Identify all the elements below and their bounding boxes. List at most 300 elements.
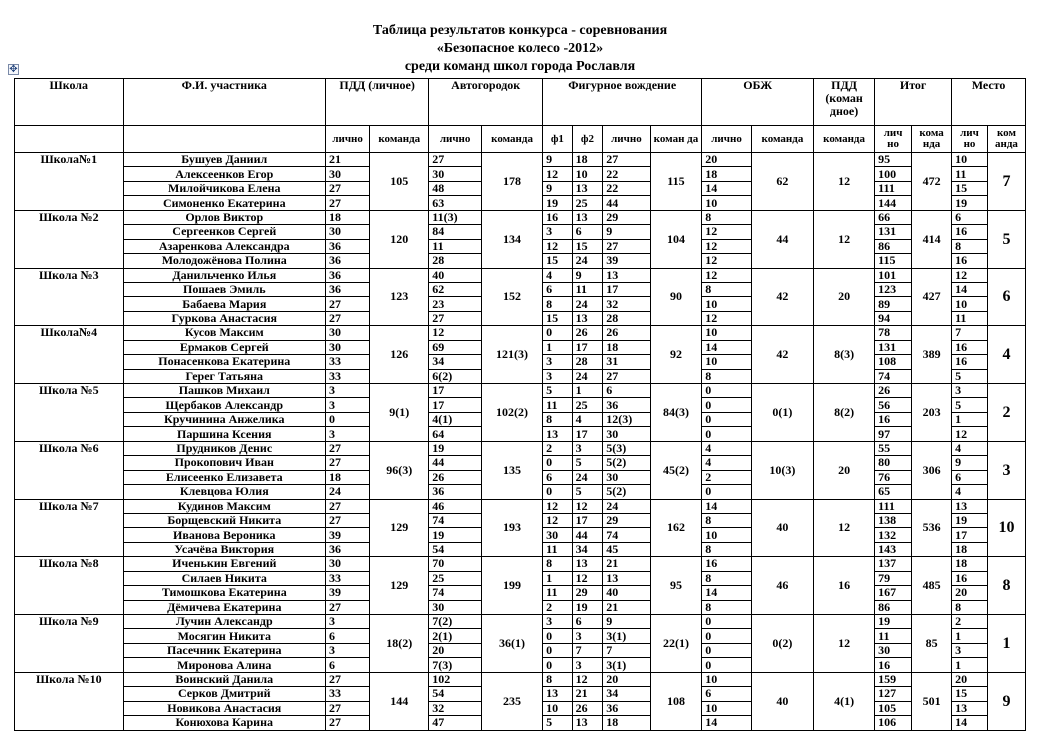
pdd-personal: 30 (325, 340, 369, 354)
itog-team: 472 (912, 153, 952, 211)
autogorodok-personal: 7(3) (429, 658, 482, 672)
obzh-personal: 0 (702, 643, 752, 657)
figure-f1: 2 (543, 600, 573, 614)
figure-personal: 27 (603, 369, 650, 383)
figure-personal: 5(2) (603, 485, 650, 499)
place-personal: 11 (952, 167, 988, 181)
figure-team: 90 (650, 268, 702, 326)
itog-personal: 80 (875, 456, 912, 470)
figure-f2: 24 (572, 470, 603, 484)
figure-personal: 7 (603, 643, 650, 657)
figure-f2: 13 (572, 311, 603, 325)
place-personal: 13 (952, 701, 988, 715)
place-personal: 9 (952, 456, 988, 470)
pdd-team-score: 12 (814, 153, 875, 211)
obzh-personal: 10 (702, 701, 752, 715)
obzh-personal: 8 (702, 369, 752, 383)
autogorodok-personal: 44 (429, 456, 482, 470)
place-personal: 11 (952, 311, 988, 325)
figure-f1: 12 (543, 239, 573, 253)
autogorodok-personal: 30 (429, 600, 482, 614)
itog-personal: 74 (875, 369, 912, 383)
figure-personal: 3(1) (603, 629, 650, 643)
pdd-team: 120 (370, 210, 429, 268)
obzh-personal: 8 (702, 513, 752, 527)
pdd-team: 126 (370, 326, 429, 384)
itog-personal: 127 (875, 687, 912, 701)
figure-f1: 6 (543, 282, 573, 296)
table-row (15, 268, 1026, 282)
autogorodok-personal: 40 (429, 268, 482, 282)
autogorodok-personal: 46 (429, 499, 482, 513)
obzh-personal: 10 (702, 528, 752, 542)
itog-personal: 101 (875, 268, 912, 282)
place-personal: 3 (952, 384, 988, 398)
obzh-personal: 4 (702, 441, 752, 455)
figure-team: 22(1) (650, 615, 702, 673)
figure-f1: 0 (543, 658, 573, 672)
document-title-line2: «Безопасное колесо -2012» (436, 41, 604, 56)
pdd-personal: 0 (325, 412, 369, 426)
subheader-obzh-komanda: команда (751, 126, 813, 153)
autogorodok-personal: 30 (429, 167, 482, 181)
figure-personal: 26 (603, 326, 650, 340)
autogorodok-personal: 23 (429, 297, 482, 311)
itog-personal: 94 (875, 311, 912, 325)
obzh-personal: 8 (702, 210, 752, 224)
autogorodok-personal: 47 (429, 716, 482, 730)
figure-personal: 36 (603, 398, 650, 412)
obzh-personal: 12 (702, 254, 752, 268)
itog-personal: 79 (875, 571, 912, 585)
itog-personal: 76 (875, 470, 912, 484)
pdd-team-score: 12 (814, 210, 875, 268)
results-table (14, 78, 1026, 731)
figure-personal: 45 (603, 542, 650, 556)
pdd-personal: 39 (325, 586, 369, 600)
figure-f1: 0 (543, 326, 573, 340)
pdd-personal: 30 (325, 167, 369, 181)
itog-personal: 131 (875, 225, 912, 239)
header-mesto: Место (952, 79, 1026, 126)
place-personal: 8 (952, 239, 988, 253)
itog-personal: 86 (875, 239, 912, 253)
itog-personal: 97 (875, 427, 912, 441)
obzh-team: 42 (751, 326, 813, 384)
obzh-personal: 14 (702, 181, 752, 195)
autogorodok-personal: 27 (429, 153, 482, 167)
autogorodok-personal: 7(2) (429, 615, 482, 629)
place-personal: 16 (952, 225, 988, 239)
obzh-team: 0(2) (751, 615, 813, 673)
subheader-mesto-lichno: лич но (952, 126, 988, 153)
participant-name: Серков Дмитрий (123, 687, 325, 701)
participant-name: Усачёва Виктория (123, 542, 325, 556)
figure-personal: 17 (603, 282, 650, 296)
obzh-personal: 8 (702, 282, 752, 296)
participant-name: Иченькин Евгений (123, 557, 325, 571)
pdd-personal: 6 (325, 658, 369, 672)
obzh-personal: 0 (702, 485, 752, 499)
figure-f2: 13 (572, 181, 603, 195)
figure-f1: 2 (543, 441, 573, 455)
header-figurnoe: Фигурное вождение (543, 79, 702, 126)
participant-name: Тимошкова Екатерина (123, 586, 325, 600)
figure-personal: 9 (603, 225, 650, 239)
figure-personal: 29 (603, 210, 650, 224)
header-pdd-team: ПДД (коман дное) (814, 79, 875, 126)
figure-personal: 40 (603, 586, 650, 600)
figure-personal: 5(3) (603, 441, 650, 455)
table-row (15, 615, 1026, 629)
itog-personal: 111 (875, 181, 912, 195)
figure-personal: 30 (603, 427, 650, 441)
place-personal: 8 (952, 600, 988, 614)
figure-personal: 74 (603, 528, 650, 542)
figure-f1: 0 (543, 629, 573, 643)
obzh-personal: 12 (702, 239, 752, 253)
pdd-personal: 27 (325, 196, 369, 210)
figure-f2: 7 (572, 643, 603, 657)
place-team: 4 (987, 326, 1025, 384)
autogorodok-team: 36(1) (481, 615, 542, 673)
place-personal: 17 (952, 528, 988, 542)
figure-f1: 0 (543, 485, 573, 499)
autogorodok-personal: 70 (429, 557, 482, 571)
pdd-team-score: 4(1) (814, 672, 875, 730)
figure-personal: 36 (603, 701, 650, 715)
obzh-personal: 10 (702, 326, 752, 340)
autogorodok-team: 193 (481, 499, 542, 557)
autogorodok-personal: 11(3) (429, 210, 482, 224)
autogorodok-personal: 6(2) (429, 369, 482, 383)
participant-name: Молодожёнова Полина (123, 254, 325, 268)
obzh-personal: 0 (702, 384, 752, 398)
obzh-personal: 0 (702, 615, 752, 629)
subheader-pdd-lichno: лично (325, 126, 369, 153)
itog-team: 485 (912, 557, 952, 615)
figure-personal: 31 (603, 355, 650, 369)
place-team: 1 (987, 615, 1025, 673)
pdd-personal: 24 (325, 485, 369, 499)
autogorodok-personal: 102 (429, 672, 482, 686)
autogorodok-personal: 4(1) (429, 412, 482, 426)
participant-name: Бабаева Мария (123, 297, 325, 311)
pdd-personal: 33 (325, 369, 369, 383)
figure-personal: 13 (603, 268, 650, 282)
obzh-team: 44 (751, 210, 813, 268)
itog-personal: 95 (875, 153, 912, 167)
itog-personal: 123 (875, 282, 912, 296)
subheader-fig-lichno: лично (603, 126, 650, 153)
participant-name: Кудинов Максим (123, 499, 325, 513)
participant-name: Щербаков Александр (123, 398, 325, 412)
subheader-pdd-komanda: команда (370, 126, 429, 153)
obzh-personal: 4 (702, 456, 752, 470)
subheader-pdd-team-komanda: команда (814, 126, 875, 153)
participant-name: Симоненко Екатерина (123, 196, 325, 210)
participant-name: Герег Татьяна (123, 369, 325, 383)
figure-f2: 25 (572, 398, 603, 412)
itog-personal: 144 (875, 196, 912, 210)
place-team: 3 (987, 441, 1025, 499)
place-personal: 4 (952, 485, 988, 499)
figure-f2: 19 (572, 600, 603, 614)
school-name: Школа №8 (15, 557, 124, 615)
participant-name: Конюхова Карина (123, 716, 325, 730)
itog-team: 427 (912, 268, 952, 326)
pdd-personal: 18 (325, 470, 369, 484)
figure-personal: 30 (603, 470, 650, 484)
autogorodok-personal: 34 (429, 355, 482, 369)
figure-f1: 0 (543, 456, 573, 470)
pdd-personal: 3 (325, 643, 369, 657)
subheader-obzh-lichno: лично (702, 126, 752, 153)
participant-name: Новикова Анастасия (123, 701, 325, 715)
table-row (15, 384, 1026, 398)
figure-personal: 34 (603, 687, 650, 701)
itog-personal: 16 (875, 412, 912, 426)
place-team: 9 (987, 672, 1025, 730)
obzh-team: 42 (751, 268, 813, 326)
pdd-personal: 36 (325, 282, 369, 296)
participant-name: Прудников Денис (123, 441, 325, 455)
pdd-team: 105 (370, 153, 429, 211)
figure-f1: 3 (543, 369, 573, 383)
figure-personal: 21 (603, 600, 650, 614)
obzh-personal: 14 (702, 586, 752, 600)
figure-personal: 29 (603, 513, 650, 527)
figure-personal: 5(2) (603, 456, 650, 470)
obzh-personal: 8 (702, 542, 752, 556)
place-team: 5 (987, 210, 1025, 268)
pdd-personal: 33 (325, 571, 369, 585)
autogorodok-personal: 27 (429, 311, 482, 325)
pdd-team: 96(3) (370, 441, 429, 499)
pdd-personal: 3 (325, 384, 369, 398)
obzh-personal: 6 (702, 687, 752, 701)
figure-f1: 1 (543, 571, 573, 585)
figure-personal: 18 (603, 716, 650, 730)
figure-personal: 22 (603, 167, 650, 181)
obzh-personal: 12 (702, 311, 752, 325)
itog-personal: 115 (875, 254, 912, 268)
participant-name: Милойчикова Елена (123, 181, 325, 195)
autogorodok-team: 152 (481, 268, 542, 326)
table-row (15, 672, 1026, 686)
itog-team: 203 (912, 384, 952, 442)
figure-f1: 3 (543, 355, 573, 369)
figure-personal: 27 (603, 239, 650, 253)
header-pdd: ПДД (личное) (325, 79, 428, 126)
participant-name: Пошаев Эмиль (123, 282, 325, 296)
pdd-personal: 36 (325, 268, 369, 282)
figure-f2: 17 (572, 340, 603, 354)
pdd-personal: 39 (325, 528, 369, 542)
pdd-personal: 6 (325, 629, 369, 643)
obzh-personal: 0 (702, 629, 752, 643)
figure-f2: 21 (572, 687, 603, 701)
itog-team: 85 (912, 615, 952, 673)
school-name: Школа №2 (15, 210, 124, 268)
place-personal: 12 (952, 268, 988, 282)
header-autogorodok: Автогородок (429, 79, 543, 126)
autogorodok-personal: 62 (429, 282, 482, 296)
pdd-personal: 33 (325, 355, 369, 369)
itog-personal: 65 (875, 485, 912, 499)
figure-f1: 1 (543, 340, 573, 354)
participant-name: Кусов Максим (123, 326, 325, 340)
obzh-team: 10(3) (751, 441, 813, 499)
pdd-team: 144 (370, 672, 429, 730)
figure-team: 162 (650, 499, 702, 557)
pdd-team: 123 (370, 268, 429, 326)
subheader-f1: ф1 (543, 126, 573, 153)
participant-name: Иванова Вероника (123, 528, 325, 542)
pdd-personal: 27 (325, 701, 369, 715)
move-anchor-icon[interactable]: ✥ (9, 64, 18, 75)
figure-personal: 24 (603, 499, 650, 513)
obzh-team: 40 (751, 499, 813, 557)
figure-team: 84(3) (650, 384, 702, 442)
participant-name: Ермаков Сергей (123, 340, 325, 354)
place-team: 10 (987, 499, 1025, 557)
pdd-personal: 27 (325, 600, 369, 614)
itog-personal: 138 (875, 513, 912, 527)
header-fio: Ф.И. участника (123, 79, 325, 126)
place-personal: 19 (952, 196, 988, 210)
figure-personal: 3(1) (603, 658, 650, 672)
figure-f2: 26 (572, 326, 603, 340)
itog-personal: 111 (875, 499, 912, 513)
place-personal: 1 (952, 658, 988, 672)
itog-team: 306 (912, 441, 952, 499)
autogorodok-personal: 11 (429, 239, 482, 253)
figure-f1: 9 (543, 181, 573, 195)
autogorodok-team: 102(2) (481, 384, 542, 442)
participant-name: Кручинина Анжелика (123, 412, 325, 426)
obzh-personal: 0 (702, 412, 752, 426)
place-personal: 6 (952, 210, 988, 224)
autogorodok-personal: 64 (429, 427, 482, 441)
participant-name: Пасечник Екатерина (123, 643, 325, 657)
obzh-personal: 12 (702, 268, 752, 282)
figure-f1: 11 (543, 398, 573, 412)
itog-personal: 167 (875, 586, 912, 600)
autogorodok-personal: 17 (429, 398, 482, 412)
pdd-personal: 33 (325, 687, 369, 701)
autogorodok-personal: 74 (429, 586, 482, 600)
figure-f1: 12 (543, 499, 573, 513)
figure-team: 115 (650, 153, 702, 211)
participant-name: Паршина Ксения (123, 427, 325, 441)
figure-personal: 44 (603, 196, 650, 210)
figure-f1: 3 (543, 615, 573, 629)
obzh-team: 40 (751, 672, 813, 730)
figure-f2: 17 (572, 513, 603, 527)
participant-name: Орлов Виктор (123, 210, 325, 224)
autogorodok-personal: 36 (429, 485, 482, 499)
autogorodok-personal: 69 (429, 340, 482, 354)
place-team: 6 (987, 268, 1025, 326)
itog-team: 389 (912, 326, 952, 384)
participant-name: Данильченко Илья (123, 268, 325, 282)
place-personal: 12 (952, 427, 988, 441)
figure-personal: 22 (603, 181, 650, 195)
header-school: Школа (15, 79, 124, 126)
place-personal: 19 (952, 513, 988, 527)
figure-f2: 3 (572, 658, 603, 672)
autogorodok-personal: 25 (429, 571, 482, 585)
place-personal: 5 (952, 369, 988, 383)
participant-name: Прокопович Иван (123, 456, 325, 470)
figure-f2: 6 (572, 615, 603, 629)
participant-name: Лучин Александр (123, 615, 325, 629)
participant-name: Пашков Михаил (123, 384, 325, 398)
figure-f1: 11 (543, 586, 573, 600)
header-itog: Итог (875, 79, 952, 126)
pdd-personal: 3 (325, 615, 369, 629)
figure-f1: 0 (543, 643, 573, 657)
participant-name: Гуркова Анастасия (123, 311, 325, 325)
school-name: Школа №5 (15, 384, 124, 442)
figure-team: 104 (650, 210, 702, 268)
school-name: Школа №7 (15, 499, 124, 557)
table-row (15, 499, 1026, 513)
place-personal: 16 (952, 571, 988, 585)
table-row (15, 326, 1026, 340)
autogorodok-personal: 48 (429, 181, 482, 195)
figure-personal: 20 (603, 672, 650, 686)
place-personal: 16 (952, 355, 988, 369)
figure-f2: 12 (572, 672, 603, 686)
obzh-personal: 8 (702, 600, 752, 614)
document-title-line1: Таблица результатов конкурса - соревнования (372, 23, 668, 38)
itog-personal: 137 (875, 557, 912, 571)
figure-f2: 5 (572, 456, 603, 470)
autogorodok-personal: 54 (429, 687, 482, 701)
figure-f1: 9 (543, 153, 573, 167)
place-personal: 6 (952, 470, 988, 484)
autogorodok-team: 235 (481, 672, 542, 730)
place-personal: 20 (952, 586, 988, 600)
pdd-personal: 21 (325, 153, 369, 167)
figure-f1: 12 (543, 513, 573, 527)
figure-f2: 13 (572, 716, 603, 730)
figure-f1: 19 (543, 196, 573, 210)
subheader-auto-komanda: команда (481, 126, 542, 153)
obzh-personal: 0 (702, 398, 752, 412)
figure-f2: 12 (572, 571, 603, 585)
participant-name: Миронова Алина (123, 658, 325, 672)
obzh-team: 0(1) (751, 384, 813, 442)
obzh-personal: 20 (702, 153, 752, 167)
place-personal: 1 (952, 629, 988, 643)
pdd-personal: 30 (325, 326, 369, 340)
pdd-personal: 27 (325, 181, 369, 195)
itog-personal: 19 (875, 615, 912, 629)
figure-f1: 5 (543, 716, 573, 730)
itog-personal: 86 (875, 600, 912, 614)
obzh-personal: 10 (702, 196, 752, 210)
autogorodok-personal: 17 (429, 384, 482, 398)
figure-f2: 17 (572, 427, 603, 441)
figure-f1: 30 (543, 528, 573, 542)
obzh-personal: 10 (702, 297, 752, 311)
figure-personal: 13 (603, 571, 650, 585)
place-personal: 7 (952, 326, 988, 340)
place-personal: 20 (952, 672, 988, 686)
